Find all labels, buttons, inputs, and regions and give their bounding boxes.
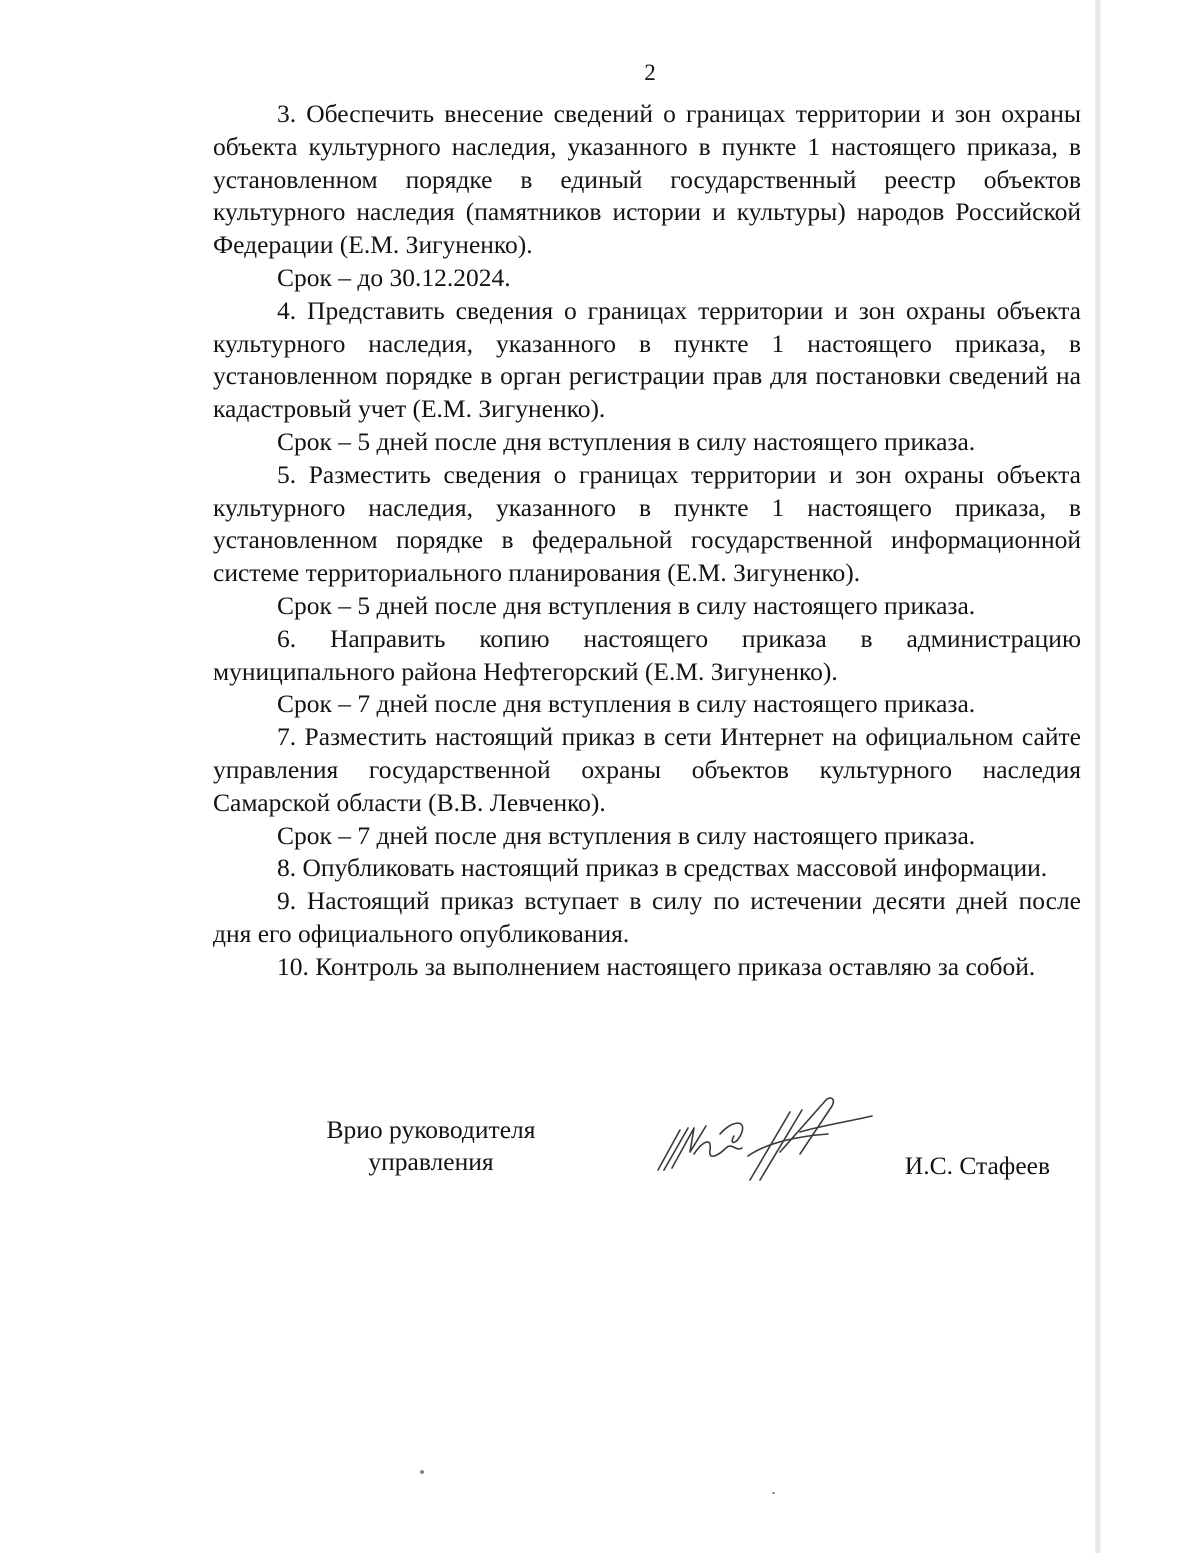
- paragraph-item-8: 8. Опубликовать настоящий приказ в средствах массовой информации.: [277, 853, 1048, 883]
- signatory-position-line2: управления: [368, 1147, 494, 1176]
- signature-stroke: [800, 1116, 872, 1132]
- scan-speck: [772, 1492, 775, 1494]
- scan-edge-shadow: [1095, 0, 1101, 1553]
- signature-stroke: [694, 1142, 742, 1156]
- paragraph-item-7: 7. Разместить настоящий приказ в сети Интернет на официальном сайте управления государственной охраны объектов культурного наследия Самарской области (В.В. Левченко).: [213, 722, 1081, 817]
- signatory-name: И.С. Стафеев: [904, 1151, 1050, 1180]
- paragraph-term-3: Срок – до 30.12.2024.: [277, 262, 511, 292]
- paragraph-term-7: Срок – 7 дней после дня вступления в силу настоящего приказа.: [277, 820, 976, 850]
- signatory-position: [300, 1114, 562, 1178]
- page-number: 2: [644, 60, 656, 85]
- paragraph-term-6: Срок – 7 дней после дня вступления в силу настоящего приказа.: [277, 689, 976, 719]
- signatory-position-line1: Врио руководителя: [326, 1115, 536, 1144]
- signature-stroke: [720, 1123, 743, 1142]
- paragraph-item-3: 3. Обеспечить внесение сведений о границах территории и зон охраны объекта культурного наследия, указанного в пункте 1 настоящего приказа, в установленном порядке в единый государственный реестр объектов культурного наследия (памятников истории и культуры) народов Российской Федерации (Е.М. Зигуненко).: [213, 99, 1081, 260]
- paragraph-term-5: Срок – 5 дней после дня вступления в силу настоящего приказа.: [277, 590, 976, 620]
- paragraph-item-9: 9. Настоящий приказ вступает в силу по истечении десяти дней после дня его официального опубликования.: [213, 886, 1081, 948]
- scan-speck: [420, 1470, 424, 1474]
- signature-stroke: [748, 1134, 828, 1156]
- handwritten-signature: [650, 1092, 880, 1192]
- paragraph-item-6: 6. Направить копию настоящего приказа в администрацию муниципального района Нефтегорский (Е.М. Зигуненко).: [213, 623, 1081, 686]
- paragraph-item-5: 5. Разместить сведения о границах территории и зон охраны объекта культурного наследия, указанного в пункте 1 настоящего приказа, в установленном порядке в федеральной государственной информационной системе территориального планирования (Е.М. Зигуненко).: [213, 459, 1081, 588]
- paragraph-term-4: Срок – 5 дней после дня вступления в силу настоящего приказа.: [277, 426, 976, 456]
- paragraph-item-10: 10. Контроль за выполнением настоящего приказа оставляю за собой.: [277, 951, 1036, 981]
- order-body: [213, 98, 1081, 984]
- paragraph-item-4: 4. Представить сведения о границах территории и зон охраны объекта культурного наследия, указанного в пункте 1 настоящего приказа, в установленном порядке в орган регистрации прав для постановки сведений на кадастровый учет (Е.М. Зигуненко).: [213, 295, 1081, 424]
